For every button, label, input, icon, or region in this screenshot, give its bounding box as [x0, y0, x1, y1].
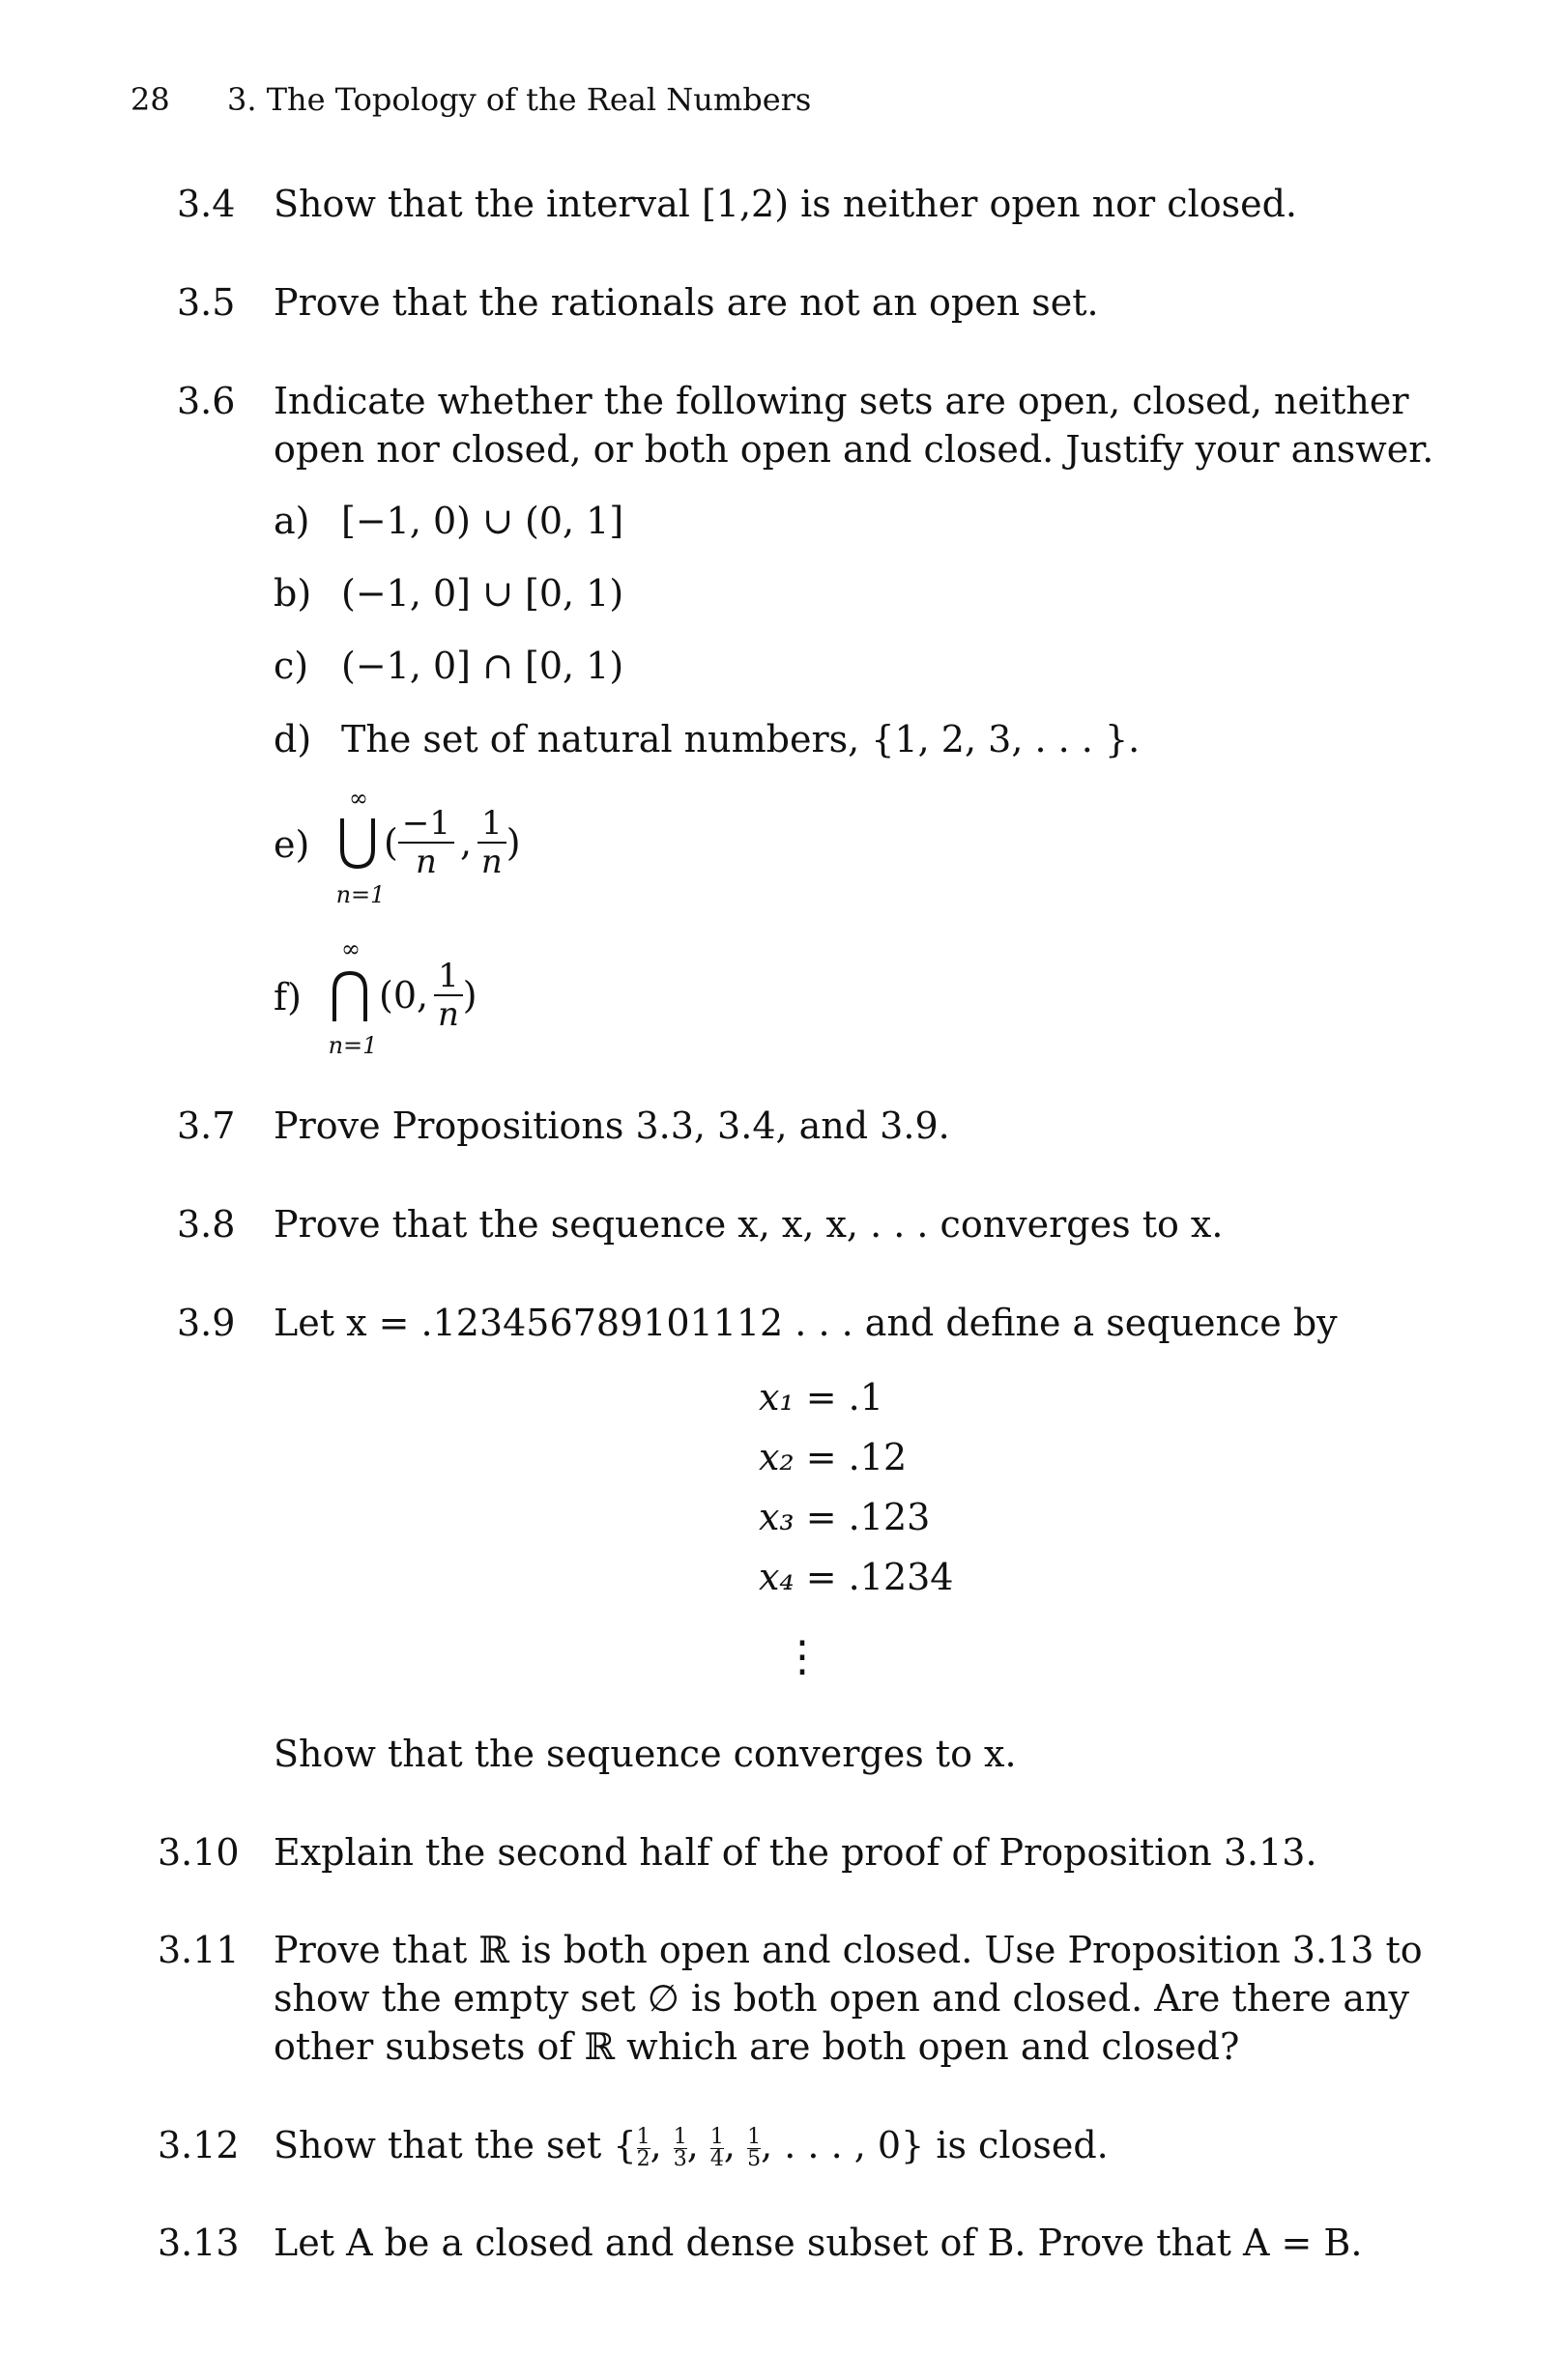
intersection-upper-limit: ∞ [341, 935, 361, 962]
sequence-value: = .123 [805, 1496, 931, 1538]
denominator: 5 [747, 2147, 762, 2171]
vertical-dots: ⋮ [781, 1632, 824, 1681]
numerator: 1 [434, 958, 463, 996]
item-b [274, 572, 623, 615]
denominator: n [437, 995, 459, 1034]
item-d [274, 718, 1140, 760]
sequence-row [759, 1556, 953, 1616]
item-label: e) [274, 823, 310, 866]
running-header [130, 81, 811, 118]
item-expression: [−1, 0) ∪ (0, 1] [341, 500, 624, 542]
item-label: c) [274, 645, 309, 687]
exercise-3-5 [177, 278, 1453, 327]
sequence-term: x₄ [759, 1556, 795, 1598]
item-a [274, 500, 623, 542]
exercise-text: Indicate whether the following sets are open, closed, neither open nor closed, or both open and closed. Justify your answer. [274, 380, 1434, 471]
numerator: 1 [747, 2125, 762, 2149]
union-lower-limit: n=1 [335, 881, 386, 908]
sequence-row [759, 1436, 953, 1496]
interval-prefix: (0, [379, 974, 429, 1017]
exercise-number: 3.12 [158, 2124, 240, 2166]
sequence-value: = .1 [805, 1376, 883, 1419]
exercise-3-9-conclusion [177, 1730, 1453, 1778]
union-argument [384, 804, 521, 881]
exercise-number: 3.10 [158, 1831, 240, 1874]
set-suffix: , . . . , 0} is closed. [761, 2124, 1109, 2166]
item-expression: (−1, 0] ∪ [0, 1) [341, 572, 624, 615]
exercise-number: 3.4 [177, 183, 236, 225]
denominator: 2 [636, 2147, 650, 2171]
item-label: a) [274, 500, 310, 542]
close-paren: ) [462, 974, 477, 1017]
sequence-term: x₃ [759, 1496, 795, 1538]
fraction-neg-1-over-n [398, 805, 454, 880]
exercise-3-10 [158, 1828, 1453, 1877]
item-label: b) [274, 572, 312, 615]
exercise-3-6 [177, 377, 1453, 473]
item-label: d) [274, 718, 312, 760]
chapter-title: 3. The Topology of the Real Numbers [227, 81, 812, 118]
open-paren: ( [384, 821, 398, 864]
big-union-icon [338, 817, 377, 871]
fraction-1-3 [674, 2127, 687, 2170]
exercise-3-8 [177, 1200, 1453, 1248]
exercise-text: Show that the interval [1,2) is neither open nor closed. [274, 183, 1297, 225]
page-number: 28 [130, 81, 170, 118]
denominator: n [415, 843, 437, 881]
exercise-number: 3.6 [177, 380, 236, 422]
sequence-term: x₁ [759, 1376, 795, 1419]
sequence-term: x₂ [759, 1436, 795, 1478]
exercise-number: 3.7 [177, 1104, 236, 1147]
big-intersection-icon [331, 969, 369, 1023]
item-label: f) [274, 976, 302, 1018]
intersection-argument [379, 957, 477, 1034]
exercise-number: 3.9 [177, 1302, 236, 1344]
exercise-3-11 [158, 1926, 1453, 2071]
exercise-3-13 [158, 2219, 1453, 2267]
item-expression: (−1, 0] ∩ [0, 1) [341, 645, 624, 687]
exercise-text: Show that the set { $\frac{1}{2}$ , $\frac{1}{3}$ , $\frac{1}{4}$ , $\frac{1}{5}$ , . . . , 0} is closed. [274, 2124, 1109, 2171]
item-c [274, 645, 623, 687]
exercise-number: 3.8 [177, 1203, 236, 1246]
exercise-3-7 [177, 1102, 1453, 1150]
exercise-text: Prove that the sequence x, x, x, . . . converges to x. [274, 1203, 1224, 1246]
exercise-text: Prove that ℝ is both open and closed. Use Proposition 3.13 to show the empty set ∅ is both open and closed. Are there any other subsets of ℝ which are both open and closed? [274, 1929, 1423, 2068]
exercise-number: 3.13 [158, 2222, 240, 2264]
denominator: 3 [673, 2147, 687, 2171]
item-e [274, 823, 341, 866]
fraction-1-over-n [434, 958, 463, 1033]
denominator: 4 [709, 2147, 724, 2171]
exercise-3-12 [158, 2121, 1453, 2171]
fraction-1-4 [710, 2127, 724, 2170]
set-prefix: Show that the set { [274, 2124, 637, 2166]
item-expression: The set of natural numbers, {1, 2, 3, . . . }. [341, 718, 1141, 760]
numerator: 1 [709, 2125, 724, 2149]
exercise-text: Let x = .123456789101112 . . . and define a sequence by [274, 1302, 1338, 1344]
numerator: 1 [477, 805, 506, 844]
fraction-1-5 [747, 2127, 761, 2170]
exercise-text: Prove Propositions 3.3, 3.4, and 3.9. [274, 1104, 950, 1147]
fraction-1-over-n [477, 805, 506, 880]
intersection-lower-limit: n=1 [328, 1032, 378, 1059]
exercise-text: Show that the sequence converges to x. [274, 1733, 1017, 1775]
denominator: n [480, 843, 503, 881]
sequence-row [759, 1376, 953, 1436]
numerator: 1 [673, 2125, 687, 2149]
sequence-definition [759, 1376, 953, 1616]
exercise-3-4 [177, 180, 1453, 228]
sequence-row [759, 1496, 953, 1556]
fraction-1-2 [637, 2127, 650, 2170]
exercise-text: Let A be a closed and dense subset of B. Prove that A = B. [274, 2222, 1363, 2264]
sequence-value: = .1234 [805, 1556, 954, 1598]
numerator: −1 [398, 805, 454, 844]
comma: , [459, 821, 473, 864]
exercise-text: Explain the second half of the proof of Proposition 3.13. [274, 1831, 1317, 1874]
exercise-3-9 [177, 1299, 1453, 1347]
exercise-number: 3.5 [177, 281, 236, 324]
numerator: 1 [636, 2125, 650, 2149]
close-paren: ) [506, 821, 521, 864]
union-upper-limit: ∞ [349, 785, 368, 812]
sequence-value: = .12 [805, 1436, 908, 1478]
exercise-text: Prove that the rationals are not an open set. [274, 281, 1099, 324]
exercise-number: 3.11 [158, 1929, 240, 1971]
